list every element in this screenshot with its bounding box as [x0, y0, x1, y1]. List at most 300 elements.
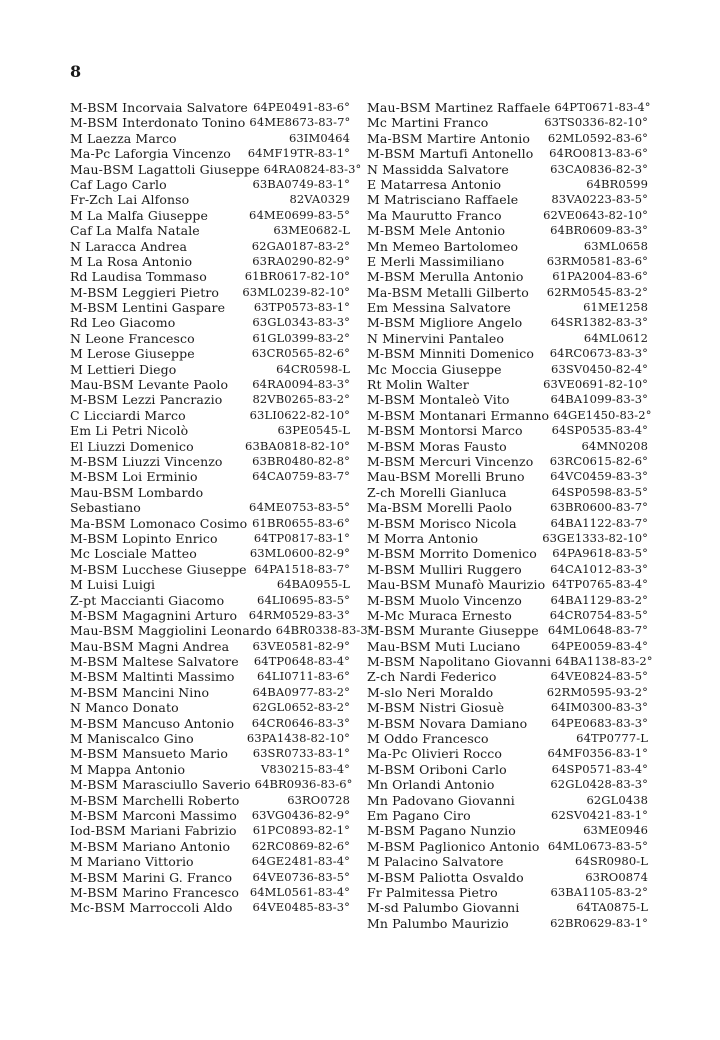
entry-code: 64BA1122-83-7° — [550, 515, 648, 530]
entry-name: Mau-BSM Muti Luciano — [367, 638, 521, 654]
roster-entry — [367, 208, 648, 223]
roster-entry — [70, 439, 350, 454]
entry-name: M La Malfa Giuseppe — [70, 207, 208, 223]
roster-entry — [367, 623, 648, 638]
entry-code: 63ME0946 — [583, 823, 648, 838]
roster-entry — [367, 639, 648, 654]
entry-name: Mc Moccia Giuseppe — [367, 361, 502, 377]
roster-entry — [367, 346, 648, 361]
entry-name: M-BSM Merulla Antonio — [367, 269, 524, 285]
entry-code: 62SV0421-83-1° — [551, 807, 648, 822]
entry-name: Mc Martini Franco — [367, 115, 489, 131]
entry-name: Ma-Pc Olivieri Rocco — [367, 746, 502, 762]
entry-name: M-BSM Mancuso Antonio — [70, 715, 235, 731]
entry-name: Ma-BSM Martire Antonio — [367, 130, 530, 146]
entry-name: M-BSM Nistri Giosuè — [367, 700, 505, 716]
entry-name: Mau-BSM Munafò Maurizio — [367, 577, 546, 593]
entry-name: Mn Orlandi Antonio — [367, 777, 495, 793]
roster-entry — [367, 669, 648, 684]
entry-code: 64PE0683-83-3° — [551, 715, 648, 730]
entry-name: Mau-BSM Magni Andrea — [70, 638, 230, 654]
roster-entry — [367, 485, 648, 500]
left-column — [70, 100, 374, 916]
entry-code: 63VE0691-82-10° — [543, 377, 648, 392]
entry-code: 63IM0464 — [288, 130, 350, 145]
entry-name: M-BSM Marini G. Franco — [70, 869, 233, 885]
roster-entry — [367, 608, 648, 623]
roster-entry — [70, 469, 350, 484]
entry-code: 64RA0824-83-3° — [263, 161, 362, 176]
entry-name: M-BSM Paglionico Antonio — [367, 838, 540, 854]
roster-entry — [70, 669, 350, 684]
entry-code: 64ML0612 — [583, 330, 648, 345]
roster-entry — [367, 192, 648, 207]
entry-name: Mau-BSM Morelli Bruno — [367, 469, 525, 485]
entry-name: M-BSM Lopinto Enrico — [70, 530, 218, 546]
entry-name: Mau-BSM Maggiolini Leonardo — [70, 623, 272, 639]
roster-entry — [367, 900, 648, 915]
entry-code: 63LI0622-82-10° — [249, 407, 350, 422]
entry-code: 64CR0754-83-5° — [549, 607, 648, 622]
entry-code: 62RM0595-93-2° — [546, 684, 648, 699]
entry-code: 64RC0673-83-3° — [549, 346, 648, 361]
entry-code: 82VA0329 — [289, 192, 350, 207]
roster-entry — [367, 223, 648, 238]
roster-entry — [367, 854, 648, 869]
roster-entry — [70, 254, 350, 269]
entry-code: 64PA9618-83-5° — [552, 546, 648, 561]
roster-entry — [367, 331, 648, 346]
entry-code: V830215-83-4° — [261, 761, 350, 776]
roster-entry — [70, 777, 353, 793]
entry-name: M-BSM Novara Damiano — [367, 715, 528, 731]
entry-code: 64BA1138-83-2° — [555, 654, 653, 669]
entry-code: 64TP0777-L — [576, 731, 648, 746]
roster-entry — [70, 485, 350, 516]
roster-entry — [70, 900, 350, 915]
roster-entry — [367, 285, 648, 300]
entry-code: 64VE0736-83-5° — [252, 869, 350, 884]
entry-name: El Liuzzi Domenico — [70, 438, 194, 454]
roster-entry — [70, 208, 350, 223]
entry-code: 64PE0059-83-4° — [551, 638, 648, 653]
roster-entry — [367, 716, 648, 731]
entry-name: M-BSM Napolitano Giovanni — [367, 654, 552, 670]
roster-entry — [367, 870, 648, 885]
roster-entry — [70, 392, 350, 407]
entry-code: 64BR0338-83-3° — [275, 623, 374, 638]
entry-code: 82VB0265-83-2° — [252, 392, 350, 407]
entry-name: Z-ch Nardi Federico — [367, 669, 497, 685]
entry-name: M-BSM Marchelli Roberto — [70, 792, 240, 808]
entry-name: N Massidda Salvatore — [367, 161, 509, 177]
roster-entry — [367, 469, 648, 484]
roster-entry — [367, 146, 648, 161]
entry-code: 64PA1518-83-7° — [254, 561, 350, 576]
entry-name: E Matarresa Antonio — [367, 176, 502, 192]
entry-name: M-BSM Maltese Salvatore — [70, 654, 239, 670]
entry-name: M Maniscalco Gino — [70, 731, 194, 747]
roster-entry — [367, 531, 648, 546]
entry-name: M-BSM Leggieri Pietro — [70, 284, 220, 300]
entry-name: Mn Padovano Giovanni — [367, 792, 515, 808]
roster-entry — [70, 531, 350, 546]
entry-code: 64RA0094-83-3° — [252, 377, 350, 392]
entry-name: M-BSM Maltinti Massimo — [70, 669, 235, 685]
roster-entry — [367, 916, 648, 931]
roster-entry — [70, 377, 350, 392]
entry-code: 64CA1012-83-3° — [550, 561, 648, 576]
roster-entry — [70, 146, 350, 161]
entry-code: 64ML0648-83-7° — [547, 623, 648, 638]
entry-code: 61BR0617-82-10° — [244, 269, 350, 284]
roster-entry — [367, 808, 648, 823]
roster-entry — [70, 239, 350, 254]
entry-name: M-BSM Morisco Nicola — [367, 515, 517, 531]
roster-entry — [367, 392, 648, 407]
entry-name: M-BSM Lucchese Giuseppe — [70, 561, 247, 577]
entry-code: 64VE0824-83-5° — [550, 669, 648, 684]
roster-entry — [367, 254, 648, 269]
roster-entry — [70, 654, 350, 669]
roster-entry — [70, 823, 350, 838]
entry-code: 63GL0343-83-3° — [252, 315, 350, 330]
roster-entry — [70, 131, 350, 146]
entry-name: Em Messina Salvatore — [367, 300, 511, 316]
entry-name: M-BSM Montanari Ermanno — [367, 407, 550, 423]
entry-code: 63SR0733-83-1° — [252, 746, 350, 761]
roster-entry — [367, 500, 648, 515]
entry-name: M Palacino Salvatore — [367, 854, 504, 870]
roster-entry — [70, 177, 350, 192]
entry-code: 63BR0480-82-8° — [252, 453, 350, 468]
roster-entry — [70, 870, 350, 885]
entry-name: M Laezza Marco — [70, 130, 177, 146]
roster-entry — [70, 808, 350, 823]
entry-code: 64RM0529-83-3° — [248, 607, 350, 622]
roster-entry — [70, 885, 350, 900]
entry-name: N Laracca Andrea — [70, 238, 188, 254]
entry-code: 64MF19TR-83-1° — [247, 146, 350, 161]
entry-name: Z-ch Morelli Gianluca — [367, 484, 507, 500]
entry-name: M-BSM Mulliri Ruggero — [367, 561, 522, 577]
roster-entry — [367, 885, 648, 900]
entry-code: 64VE0485-83-3° — [252, 900, 350, 915]
entry-code: 63ML0600-82-9° — [249, 546, 350, 561]
roster-entry — [70, 546, 350, 561]
roster-entry — [70, 623, 374, 639]
entry-code: 63RO0728 — [287, 792, 350, 807]
entry-name: M-BSM Lentini Gaspare — [70, 300, 226, 316]
entry-name: Em Pagano Ciro — [367, 807, 471, 823]
entry-name: M-BSM Marasciullo Saverio — [70, 777, 251, 793]
roster-entry — [367, 577, 648, 592]
roster-entry — [367, 423, 648, 438]
entry-code: 61BR0655-83-6° — [252, 515, 350, 530]
entry-code: 63BA1105-83-2° — [550, 884, 648, 899]
entry-code: 63CR0565-82-6° — [251, 346, 350, 361]
entry-name: Ma-BSM Metalli Gilberto — [367, 284, 529, 300]
roster-entry — [70, 716, 350, 731]
entry-name: M-BSM Marconi Massimo — [70, 808, 237, 823]
entry-code: 63GE1333-82-10° — [542, 530, 648, 545]
roster-entry — [367, 593, 648, 608]
entry-name: M-BSM Moras Fausto — [367, 438, 507, 454]
entry-code: 63RO0874 — [585, 869, 648, 884]
entry-name: M-BSM Morrito Domenico — [367, 546, 537, 562]
roster-entry — [367, 239, 648, 254]
entry-code: 62RM0545-83-2° — [546, 284, 648, 299]
entry-name: M Oddo Francesco — [367, 731, 489, 747]
roster-entry — [70, 362, 350, 377]
entry-code: 63RA0290-82-9° — [252, 253, 350, 268]
entry-name: M-Mc Muraca Ernesto — [367, 607, 512, 623]
entry-name: M Lettieri Diego — [70, 361, 177, 377]
entry-code: 64ML0561-83-4° — [249, 884, 350, 899]
entry-code: 64CA0759-83-7° — [252, 469, 350, 484]
roster-entry — [367, 777, 648, 792]
entry-name: M Lerose Giuseppe — [70, 346, 195, 362]
entry-code: 83VA0223-83-5° — [551, 192, 648, 207]
roster-entry — [367, 746, 648, 761]
entry-code: 62BR0629-83-1° — [550, 915, 648, 930]
entry-name: Mau-BSM Lombardo Sebastiano — [70, 484, 204, 516]
roster-entry — [70, 746, 350, 761]
entry-code: 62ML0592-83-6° — [547, 130, 648, 145]
entry-name: Mau-BSM Lagattoli Giuseppe — [70, 161, 260, 177]
entry-code: 64ML0673-83-5° — [547, 838, 648, 853]
roster-entry — [70, 331, 350, 346]
entry-name: M-BSM Minniti Domenico — [367, 346, 535, 362]
roster-entry — [367, 162, 648, 177]
roster-entry — [367, 407, 652, 423]
entry-name: Ma-BSM Lomonaco Cosimo — [70, 515, 248, 531]
entry-code: 64PT0671-83-4° — [554, 100, 651, 114]
entry-code: 61GL0399-83-2° — [252, 330, 350, 345]
roster-entry — [70, 285, 350, 300]
entry-name: Ma Maurutto Franco — [367, 207, 502, 223]
entry-name: M-BSM Interdonato Tonino — [70, 115, 246, 131]
entry-name: M-BSM Muolo Vincenzo — [367, 592, 522, 608]
entry-code: 61PA2004-83-6° — [552, 269, 648, 284]
entry-name: Rd Laudisa Tommaso — [70, 269, 207, 285]
entry-code: 64SP0571-83-4° — [551, 761, 648, 776]
entry-code: 64IM0300-83-3° — [550, 700, 648, 715]
entry-code: 64ME0753-83-5° — [249, 500, 350, 515]
roster-entry — [70, 223, 350, 238]
roster-entry — [70, 454, 350, 469]
entry-name: Mn Memeo Bartolomeo — [367, 238, 519, 254]
entry-code: 62VE0643-82-10° — [543, 207, 648, 222]
entry-name: M-sd Palumbo Giovanni — [367, 900, 520, 916]
entry-code: 63BA0818-82-10° — [245, 438, 350, 453]
entry-name: Em Li Petri Nicolò — [70, 423, 189, 439]
entry-code: 64RO0813-83-6° — [549, 146, 648, 161]
entry-name: Fr-Zch Lai Alfonso — [70, 192, 190, 208]
entry-code: 63VG0436-82-9° — [251, 808, 350, 822]
roster-entry — [367, 839, 648, 854]
entry-name: M-BSM Mancini Nino — [70, 684, 210, 700]
entry-code: 61PC0893-82-1° — [252, 823, 350, 838]
entry-name: Caf La Malfa Natale — [70, 223, 200, 239]
entry-code: 64ME8673-83-7° — [249, 115, 351, 130]
entry-name: M-BSM Montorsi Marco — [367, 423, 523, 439]
roster-entry — [70, 100, 350, 115]
entry-code: 62GL0438 — [586, 792, 648, 807]
entry-code: 64CR0646-83-3° — [251, 715, 350, 730]
entry-name: M Matrisciano Raffaele — [367, 192, 519, 208]
entry-name: M Morra Antonio — [367, 530, 479, 546]
entry-name: Mn Palumbo Maurizio — [367, 915, 509, 931]
roster-entry — [367, 300, 648, 315]
roster-entry — [367, 700, 648, 715]
roster-entry — [70, 269, 350, 284]
entry-code: 64SP0598-83-5° — [551, 484, 648, 499]
entry-code: 62RC0869-82-6° — [251, 838, 350, 853]
entry-code: 63SV0450-82-4° — [551, 361, 648, 376]
entry-code: 62GL0652-83-2° — [252, 700, 350, 715]
entry-code: 64MN0208 — [581, 438, 648, 453]
entry-name: M-BSM Mercuri Vincenzo — [367, 453, 534, 469]
roster-entry — [367, 115, 648, 130]
entry-code: 63ML0658 — [583, 238, 648, 253]
roster-entry — [70, 593, 350, 608]
roster-entry — [70, 300, 350, 315]
roster-entry — [367, 131, 648, 146]
roster-entry — [367, 100, 651, 115]
roster-entry — [367, 762, 648, 777]
entry-code: 63VE0581-82-9° — [252, 638, 350, 653]
entry-name: M-BSM Murante Giuseppe — [367, 623, 539, 639]
entry-name: Rd Leo Giacomo — [70, 315, 176, 331]
entry-code: 64SR0980-L — [575, 854, 648, 869]
entry-code: 64TP0765-83-4° — [551, 577, 648, 592]
roster-entry — [70, 700, 350, 715]
entry-code: 64LI0711-83-6° — [257, 669, 350, 684]
entry-name: Ma-Pc Laforgia Vincenzo — [70, 146, 231, 162]
entry-name: M-BSM Magagnini Arturo — [70, 607, 238, 623]
roster-entry — [70, 516, 350, 531]
entry-code: 63TP0573-83-1° — [253, 300, 350, 315]
entry-code: 64BA0977-83-2° — [252, 684, 350, 699]
entry-name: M-BSM Martufi Antonello — [367, 146, 534, 162]
roster-entry — [367, 362, 648, 377]
entry-code: 64TP0817-83-1° — [253, 530, 350, 545]
entry-code: 64LI0695-83-5° — [257, 592, 350, 607]
roster-entry — [70, 839, 350, 854]
roster-entry — [367, 823, 648, 838]
roster-entry — [367, 546, 648, 561]
roster-entry — [70, 115, 350, 130]
page-number: 8 — [70, 62, 82, 81]
entry-name: M-BSM Incorvaia Salvatore — [70, 100, 248, 115]
entry-code: 63RM0581-83-6° — [546, 253, 648, 268]
roster-entry — [70, 685, 350, 700]
entry-code: 64TA0875-L — [576, 900, 648, 915]
entry-code: 63PA1438-82-10° — [246, 731, 350, 746]
entry-name: M-slo Neri Moraldo — [367, 684, 494, 700]
entry-name: M-BSM Migliore Angelo — [367, 315, 523, 331]
roster-entry — [367, 654, 653, 670]
entry-name: M Luisi Luigi — [70, 577, 156, 593]
entry-code: 63RC0615-82-6° — [549, 453, 648, 468]
entry-code: 63CA0836-82-3° — [550, 161, 648, 176]
roster-entry — [367, 516, 648, 531]
entry-code: 63ML0239-82-10° — [242, 284, 350, 299]
entry-code: 64SP0535-83-4° — [551, 423, 648, 438]
entry-name: M-BSM Mele Antonio — [367, 223, 506, 239]
entry-code: 64SR1382-83-3° — [550, 315, 648, 330]
entry-code: 64VC0459-83-3° — [550, 469, 648, 484]
entry-code: 64GE2481-83-4° — [251, 854, 350, 869]
entry-name: Z-pt Maccianti Giacomo — [70, 592, 225, 608]
entry-code: 63TS0336-82-10° — [544, 115, 648, 130]
entry-name: Mau-BSM Levante Paolo — [70, 377, 229, 393]
roster-entry — [70, 192, 350, 207]
entry-code: 64TP0648-83-4° — [253, 654, 350, 669]
entry-name: C Licciardi Marco — [70, 407, 186, 423]
entry-name: M-BSM Liuzzi Vincenzo — [70, 453, 223, 469]
roster-entry — [70, 562, 350, 577]
entry-name: M-BSM Montaleò Vito — [367, 392, 510, 408]
roster-entry — [70, 639, 350, 654]
entry-name: Mc Losciale Matteo — [70, 546, 197, 562]
roster-entry — [70, 793, 350, 808]
roster-entry — [70, 346, 350, 361]
roster-entry — [367, 793, 648, 808]
entry-name: Mc-BSM Marroccoli Aldo — [70, 900, 233, 916]
entry-name: M-BSM Lezzi Pancrazio — [70, 392, 223, 408]
entry-name: M-BSM Loi Erminio — [70, 469, 198, 485]
entry-code: 63PE0545-L — [277, 423, 350, 438]
roster-entry — [367, 685, 648, 700]
roster-entry — [367, 731, 648, 746]
entry-code: 63ME0682-L — [273, 223, 350, 238]
entry-code: 64BA1129-83-2° — [550, 592, 648, 607]
roster-entry — [367, 439, 648, 454]
roster-entry — [70, 161, 362, 177]
entry-code: 64MF0356-83-1° — [547, 746, 648, 761]
entry-name: M-BSM Marino Francesco — [70, 884, 240, 900]
entry-code: 61ME1258 — [583, 300, 648, 315]
entry-name: Mau-BSM Martinez Raffaele — [367, 100, 551, 115]
entry-code: 64ME0699-83-5° — [249, 207, 350, 222]
entry-code: 62GL0428-83-3° — [550, 777, 648, 792]
entry-name: M-BSM Mariano Antonio — [70, 838, 231, 854]
entry-code: 62GA0187-83-2° — [251, 238, 350, 253]
entry-name: E Merli Massimiliano — [367, 253, 505, 269]
roster-entry — [367, 454, 648, 469]
roster-entry — [70, 608, 350, 623]
entry-name: M-BSM Paliotta Osvaldo — [367, 869, 524, 885]
entry-name: N Leone Francesco — [70, 330, 195, 346]
roster-entry — [70, 577, 350, 592]
roster-entry — [70, 854, 350, 869]
roster-entry — [367, 177, 648, 192]
roster-entry — [70, 731, 350, 746]
entry-code: 64BR0936-83-6° — [254, 777, 353, 792]
entry-code: 64BR0609-83-3° — [550, 223, 648, 238]
roster-entry — [70, 423, 350, 438]
entry-code: 64BR0599 — [586, 176, 648, 191]
entry-code: 64GE1450-83-2° — [553, 407, 652, 422]
entry-code: 63BR0600-83-7° — [550, 500, 648, 515]
entry-name: Caf Lago Carlo — [70, 176, 167, 192]
roster-entry — [70, 762, 350, 777]
entry-code: 64BA0955-L — [276, 577, 350, 592]
entry-name: M-BSM Pagano Nunzio — [367, 823, 516, 839]
entry-code: 64CR0598-L — [276, 361, 350, 376]
